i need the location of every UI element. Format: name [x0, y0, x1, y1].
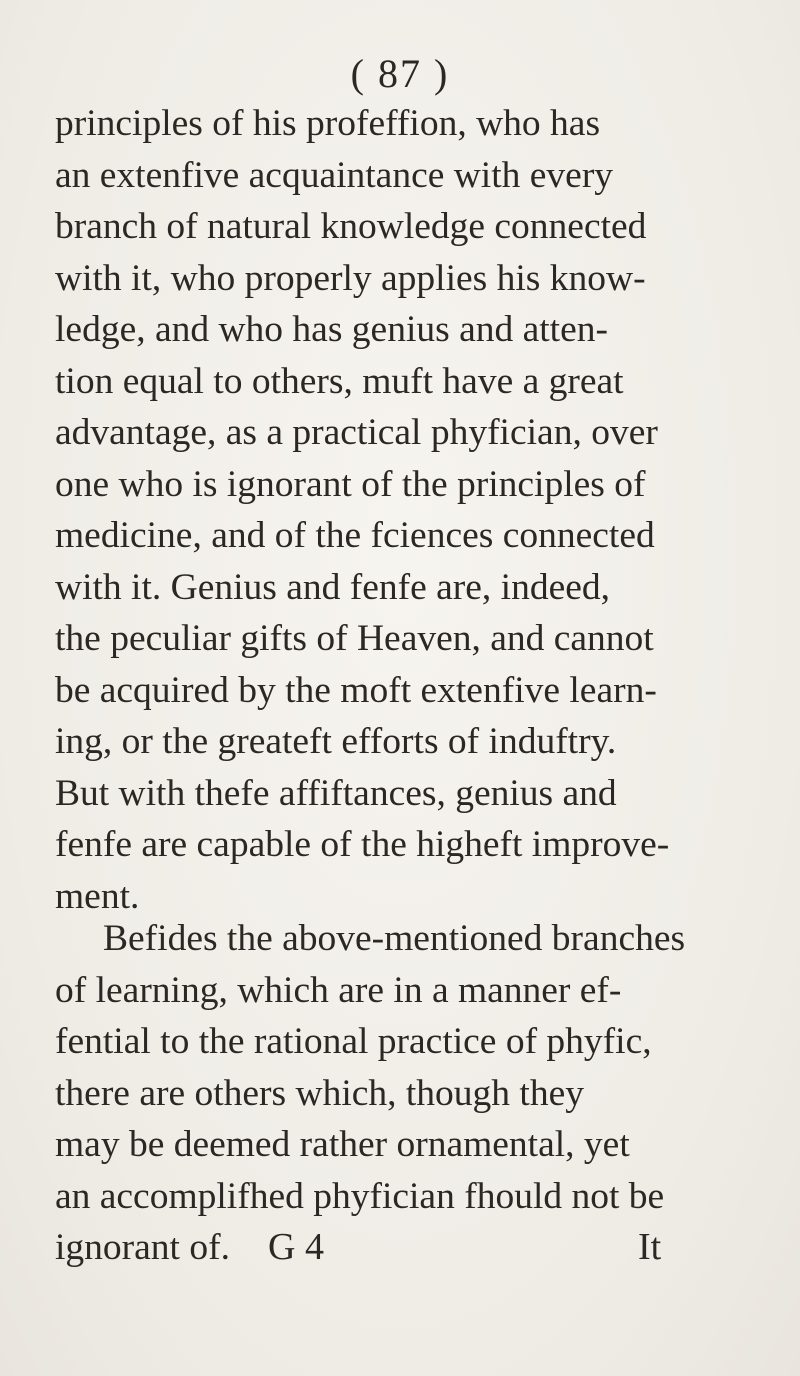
catchword: It — [638, 1226, 662, 1268]
text-line: the peculiar gifts of Heaven, and cannot — [55, 618, 654, 659]
text-line: medicine, and of the fciences connected — [55, 515, 655, 556]
text-line: Befides the above-mentioned branches — [103, 918, 686, 959]
text-line: But with thefe affiftances, genius and — [55, 772, 617, 814]
text-line: fenfe are capable of the higheft improve- — [55, 824, 670, 865]
paragraph-2 — [55, 913, 745, 1274]
text-line: with it, who properly applies his know- — [55, 257, 646, 299]
text-line: ledge, and who has genius and atten- — [55, 309, 608, 350]
text-line: an accomplifhed phyfician fhould not be — [55, 1175, 665, 1217]
text-line: be acquired by the moft extenfive learn- — [55, 669, 657, 711]
paragraph-1 — [55, 98, 745, 922]
text-line: ignorant of. — [55, 1227, 230, 1268]
text-line: branch of natural knowledge connected — [55, 206, 647, 247]
page-number: ( 87 ) — [350, 51, 450, 96]
text-line: tion equal to others, muft have a great — [55, 360, 624, 402]
text-line: there are others which, though they — [55, 1072, 584, 1114]
text-line: advantage, as a practical phyfician, over — [55, 412, 658, 453]
signature-mark: G 4 — [268, 1226, 324, 1268]
text-line: principles of his profeffion, who has — [55, 103, 601, 144]
text-line: with it. Genius and fenfe are, indeed, — [55, 566, 611, 608]
text-line: ment. — [55, 875, 140, 917]
page-footer — [0, 1225, 800, 1285]
text-line: one who is ignorant of the principles of — [55, 463, 646, 505]
text-line: an extenfive acquaintance with every — [55, 154, 614, 196]
text-line: ing, or the greateft efforts of induftry. — [55, 721, 617, 762]
text-line: fential to the rational practice of phyfic, — [55, 1021, 652, 1062]
text-line: may be deemed rather ornamental, yet — [55, 1124, 630, 1165]
text-line: of learning, which are in a manner ef- — [55, 969, 622, 1011]
